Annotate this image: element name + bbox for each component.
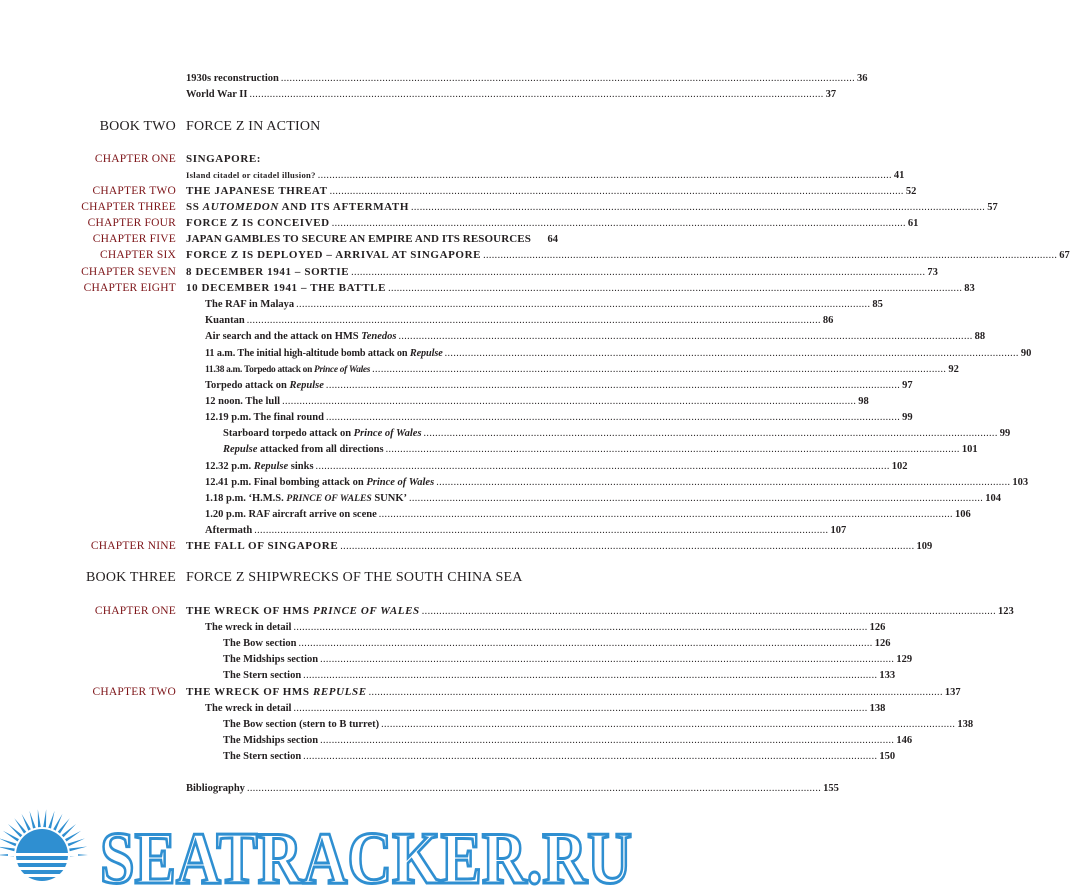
toc-row [0, 313, 834, 328]
toc-entry[interactable] [205, 362, 959, 378]
leader-dots: ...................................................................................................................................................................................................... [303, 670, 878, 681]
leader-dots: ...................................................................................................................................................................................................... [315, 461, 890, 472]
toc-row [0, 475, 1029, 490]
toc-entry[interactable] [205, 475, 1029, 490]
entry-title: 12.19 p.m. The final round [205, 412, 324, 423]
page-number: 85 [872, 299, 883, 310]
entry-title: JAPAN GAMBLES TO SECURE AN EMPIRE AND ITS RESOURCES [186, 233, 531, 245]
entry-title: 1930s reconstruction [186, 73, 279, 84]
toc-entry[interactable] [223, 652, 913, 667]
entry-title: The Bow section [223, 638, 297, 649]
page-number: 57 [987, 202, 998, 213]
page-number: 104 [985, 493, 1001, 504]
entry-title: Air search and the attack on HMS Tenedos [205, 331, 397, 342]
seatracker-watermark [0, 795, 644, 892]
toc-row [0, 362, 959, 377]
toc-entry[interactable] [223, 717, 974, 732]
leader-dots: ...................................................................................................................................................................................................... [325, 412, 901, 423]
chapter-label: CHAPTER ONE [94, 153, 176, 165]
watermark-text: SEATRACKER.RU [100, 818, 632, 892]
page-number: 123 [997, 606, 1014, 617]
leader-dots: ...................................................................................................................................................................................................... [303, 751, 878, 762]
chapter-label: CHAPTER EIGHT [83, 282, 176, 294]
page-number: 133 [879, 670, 896, 681]
entry-title: 8 DECEMBER 1941 – SORTIE [186, 266, 350, 278]
toc-row [0, 168, 905, 183]
toc-row [0, 281, 975, 296]
book-label: BOOK THREE [85, 570, 176, 585]
leader-dots: ...................................................................................................................................................................................................... [329, 186, 904, 197]
entry-title: 11.38 a.m. Torpedo attack on Prince of Wales [205, 365, 371, 375]
page-number: 126 [874, 638, 891, 649]
leader-dots: ...................................................................................................................................................................................................... [436, 477, 1011, 488]
toc-row [0, 87, 837, 102]
toc-entry[interactable] [205, 620, 886, 635]
entry-title: 1.20 p.m. RAF aircraft arrive on scene [205, 509, 377, 520]
toc-row [0, 71, 868, 86]
entry-title: The Stern section [223, 670, 302, 681]
page-number: 88 [974, 331, 986, 342]
entry-title: The RAF in Malaya [205, 299, 295, 310]
leader-dots: ...................................................................................................................................................................................................... [254, 525, 829, 536]
toc-row [0, 248, 1070, 263]
toc-entry[interactable] [205, 394, 869, 409]
page-number: 64 [547, 234, 558, 245]
toc-row [0, 442, 978, 457]
page-number: 86 [822, 315, 834, 326]
toc-row [0, 620, 886, 635]
page-number: 138 [869, 703, 886, 714]
entry-title: Repulse attacked from all directions [223, 444, 384, 455]
entry-title: The wreck in detail [205, 622, 292, 633]
toc-row [0, 216, 919, 231]
entry-title: THE WRECK OF HMS PRINCE OF WALES [186, 605, 420, 617]
toc-row [0, 652, 913, 667]
entry-title: Kuantan [205, 315, 245, 326]
entry-title: THE WRECK OF HMS REPULSE [186, 686, 367, 698]
toc-entry[interactable] [186, 685, 961, 700]
book-label: BOOK TWO [99, 119, 176, 134]
chapter-label: CHAPTER ONE [94, 605, 176, 617]
toc-row [0, 410, 913, 425]
toc-entry[interactable] [223, 733, 913, 748]
entry-title: FORCE Z IS CONCEIVED [186, 217, 330, 229]
toc-row [0, 604, 1014, 619]
entry-title: 12 noon. The lull [205, 396, 281, 407]
page-number: 126 [869, 622, 886, 633]
toc-row [0, 426, 1011, 441]
toc-entry[interactable] [186, 168, 905, 183]
entry-title: The Midships section [223, 654, 319, 665]
toc-row [0, 668, 896, 683]
entry-title: The Midships section [223, 735, 319, 746]
page-number: 97 [902, 380, 913, 391]
page-number: 129 [896, 654, 913, 665]
toc-row [0, 717, 974, 732]
entry-title: SS AUTOMEDON AND ITS AFTERMATH [186, 201, 409, 213]
entry-title: Island citadel or citadel illusion? [186, 170, 316, 180]
toc-entry[interactable] [186, 248, 1070, 263]
toc-entry[interactable] [223, 636, 891, 651]
toc-entry[interactable] [205, 329, 986, 344]
leader-dots: ...................................................................................................................................................................................................... [368, 687, 943, 698]
leader-dots: ...................................................................................................................................................................................................... [317, 170, 892, 181]
toc-row [0, 297, 883, 312]
toc-entry[interactable] [205, 459, 908, 474]
page-number: 37 [825, 89, 837, 100]
book-title: FORCE Z SHIPWRECKS OF THE SOUTH CHINA SEA [186, 570, 523, 585]
toc-row [0, 701, 886, 716]
page-number: 150 [879, 751, 896, 762]
toc-entry[interactable] [186, 539, 933, 554]
page-number: 109 [916, 541, 933, 552]
chapter-label: CHAPTER SIX [99, 249, 176, 261]
entry-title: 12.32 p.m. Repulse sinks [205, 461, 314, 472]
leader-dots: ...................................................................................................................................................................................................... [298, 638, 873, 649]
leader-dots: ...................................................................................................................................................................................................... [320, 654, 895, 665]
page-number: 52 [905, 186, 917, 197]
chapter-label: CHAPTER TWO [92, 686, 176, 698]
leader-dots: ...................................................................................................................................................................................................... [378, 509, 953, 520]
toc-entry[interactable] [186, 184, 917, 199]
toc-entry[interactable] [186, 87, 837, 102]
page-number: 41 [893, 170, 905, 181]
page-number: 73 [927, 267, 938, 278]
toc-row [0, 394, 869, 409]
page-number: 102 [891, 461, 908, 472]
page-number: 83 [964, 283, 975, 294]
toc-entry[interactable] [223, 426, 1011, 441]
toc-entry[interactable] [186, 152, 558, 167]
toc-row [0, 346, 1032, 361]
leader-dots: ...................................................................................................................................................................................................... [421, 606, 996, 617]
toc-entry[interactable] [205, 313, 834, 328]
leader-dots: ...................................................................................................................................................................................................... [293, 703, 868, 714]
toc-row [0, 265, 938, 280]
entry-title: SINGAPORE: [186, 153, 262, 165]
toc-entry[interactable] [186, 232, 558, 247]
leader-dots: ...................................................................................................................................................................................................... [483, 250, 1058, 261]
leader-dots: ...................................................................................................................................................................................................... [280, 73, 856, 84]
entry-title: 11 a.m. The initial high-altitude bomb attack on Repulse [205, 348, 443, 359]
entry-title: The Stern section [223, 751, 302, 762]
leader-dots: ...................................................................................................................................................................................................... [331, 218, 906, 229]
entry-title: 12.41 p.m. Final bombing attack on Prince of Wales [205, 477, 435, 488]
page-number: 99 [999, 428, 1011, 439]
leader-dots: ...................................................................................................................................................................................................... [320, 735, 895, 746]
entry-title: FORCE Z IS DEPLOYED – ARRIVAL AT SINGAPORE [186, 249, 482, 261]
toc-entry[interactable] [186, 265, 938, 280]
leader-dots: ...................................................................................................................................................................................................... [293, 622, 868, 633]
toc-entry[interactable] [205, 491, 1001, 506]
leader-dots: ...................................................................................................................................................................................................... [282, 396, 857, 407]
book-heading [0, 570, 644, 588]
leader-dots: ...................................................................................................................................................................................................... [388, 283, 963, 294]
chapter-label: CHAPTER NINE [90, 540, 176, 552]
toc-entry[interactable] [205, 346, 1032, 361]
leader-dots: ...................................................................................................................................................................................................... [423, 428, 998, 439]
entry-title: The Bow section (stern to B turret) [223, 719, 380, 730]
toc-row [0, 749, 896, 764]
page-number: 101 [961, 444, 978, 455]
toc-entry[interactable] [205, 378, 913, 393]
entry-title: Starboard torpedo attack on Prince of Wales [223, 428, 422, 439]
entry-title: THE JAPANESE THREAT [186, 185, 328, 197]
entry-title: Torpedo attack on Repulse [205, 380, 324, 391]
page-number: 36 [857, 73, 868, 84]
page-number: 61 [907, 218, 919, 229]
leader-dots: ...................................................................................................................................................................................................... [385, 444, 960, 455]
leader-dots: ...................................................................................................................................................................................................... [408, 493, 984, 504]
toc-entry[interactable] [205, 701, 886, 716]
toc-entry[interactable] [186, 216, 919, 231]
toc-row [0, 232, 644, 247]
toc-entry[interactable] [186, 200, 998, 215]
sun-icon [0, 809, 88, 881]
book-heading [0, 119, 644, 137]
leader-dots: ...................................................................................................................................................................................................... [398, 331, 973, 342]
toc-entry[interactable] [186, 604, 1014, 619]
page-number: 137 [944, 687, 961, 698]
leader-dots: ...................................................................................................................................................................................................... [381, 719, 956, 730]
entry-title: 10 DECEMBER 1941 – THE BATTLE [186, 282, 387, 294]
page-number: 90 [1020, 348, 1032, 359]
leader-dots: ...................................................................................................................................................................................................... [296, 299, 871, 310]
toc-entry[interactable] [186, 71, 868, 86]
toc-row [0, 781, 839, 796]
leader-dots: ...................................................................................................................................................................................................... [340, 541, 915, 552]
entry-title: Bibliography [186, 783, 245, 794]
toc-row [0, 507, 971, 522]
toc-entry[interactable] [223, 442, 978, 457]
entry-title: World War II [186, 89, 248, 100]
page-number: 146 [896, 735, 913, 746]
toc-entry[interactable] [205, 410, 913, 425]
toc-entry[interactable] [223, 668, 896, 683]
entry-title: THE FALL OF SINGAPORE [186, 540, 339, 552]
toc-row [0, 539, 933, 554]
page-number: 103 [1012, 477, 1029, 488]
leader-dots: ...................................................................................................................................................................................................... [411, 202, 986, 213]
entry-title: The wreck in detail [205, 703, 292, 714]
toc-entry[interactable] [205, 297, 883, 312]
chapter-label: CHAPTER THREE [81, 201, 176, 213]
page-number: 99 [902, 412, 913, 423]
toc-entry[interactable] [223, 749, 896, 764]
entry-title: 1.18 p.m. ‘H.M.S. PRINCE OF WALES SUNK’ [205, 493, 407, 504]
toc-row [0, 523, 847, 538]
toc-entry[interactable] [205, 507, 971, 522]
toc-row [0, 636, 891, 651]
chapter-label: CHAPTER FIVE [92, 233, 176, 245]
chapter-label: CHAPTER FOUR [87, 217, 176, 229]
toc-row [0, 491, 1001, 506]
page-number: 107 [830, 525, 847, 536]
toc-row [0, 152, 644, 167]
book-title: FORCE Z IN ACTION [186, 119, 321, 134]
chapter-label: CHAPTER SEVEN [81, 266, 176, 278]
page-number: 67 [1059, 250, 1070, 261]
toc-row [0, 184, 917, 199]
leader-dots: ...................................................................................................................................................................................................... [246, 783, 822, 794]
leader-dots: ...................................................................................................................................................................................................... [372, 364, 947, 375]
entry-title: Aftermath [205, 525, 253, 536]
leader-dots: ...................................................................................................................................................................................................... [351, 267, 926, 278]
leader-dots: ...................................................................................................................................................................................................... [444, 348, 1019, 359]
chapter-label: CHAPTER TWO [92, 185, 176, 197]
toc-row [0, 685, 961, 700]
leader-dots: ...................................................................................................................................................................................................... [249, 89, 824, 100]
toc-entry[interactable] [205, 523, 847, 538]
toc-row [0, 378, 913, 393]
page-number: 138 [957, 719, 974, 730]
leader-dots: ...................................................................................................................................................................................................... [325, 380, 901, 391]
page-number: 106 [954, 509, 971, 520]
page-number: 98 [858, 396, 869, 407]
page-number: 92 [948, 364, 959, 375]
toc-entry[interactable] [186, 781, 839, 796]
page-number: 155 [823, 783, 839, 794]
leader-dots: ...................................................................................................................................................................................................... [246, 315, 821, 326]
toc-row [0, 200, 998, 215]
toc-entry[interactable] [186, 281, 975, 296]
toc-row [0, 459, 908, 474]
toc-row [0, 733, 913, 748]
toc-row [0, 329, 986, 344]
